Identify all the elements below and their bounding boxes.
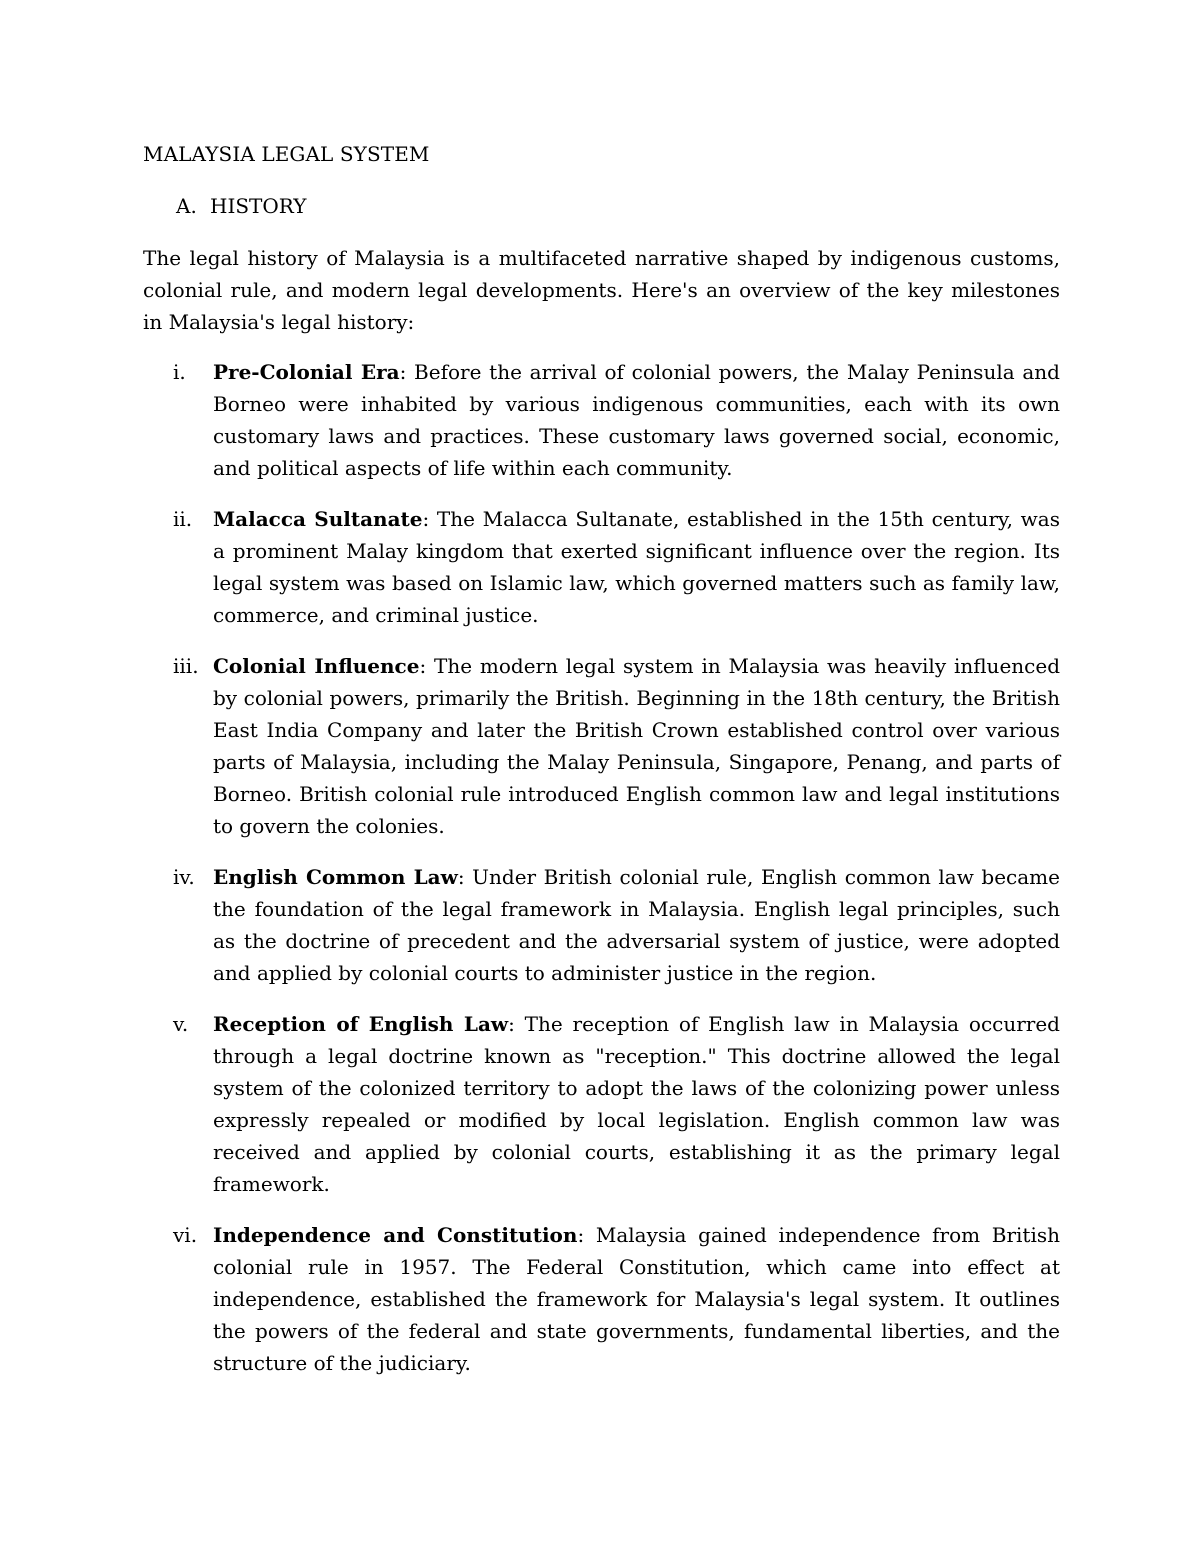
list-item-text <box>213 1008 1060 1200</box>
milestone-description: : The Malacca Sultanate, established in the 15th century, was a prominent Malay kingdom that exerted significant influence over the region. Its legal system was based on Islamic law, which governed matters such as family law, commerce, and criminal justice. <box>213 507 1060 627</box>
list-item <box>143 1219 1060 1379</box>
numeral-label: iv. <box>173 865 195 889</box>
milestone-term: Colonial Influence <box>213 654 420 678</box>
numeral-label: vi. <box>173 1223 198 1247</box>
milestone-description: : The reception of English law in Malaysia occurred through a legal doctrine known as "reception." This doctrine allowed the legal system of the colonized territory to adopt the laws of the colonizing power unless expressly repealed or modified by local legislation. English common law was received and applied by colonial courts, establishing it as the primary legal framework. <box>213 1012 1060 1196</box>
list-item-text <box>213 650 1060 842</box>
section-letter: A. <box>176 194 197 218</box>
milestone-term: Pre-Colonial Era <box>213 360 400 384</box>
numeral-label: i. <box>173 360 186 384</box>
milestone-description: : Before the arrival of colonial powers, the Malay Peninsula and Borneo were inhabited by various indigenous communities, each with its own customary laws and practices. These customary laws governed social, economic, and political aspects of life within each community. <box>213 360 1060 480</box>
numeral-label: v. <box>173 1012 189 1036</box>
document-title: MALAYSIA LEGAL SYSTEM <box>143 142 430 166</box>
milestone-term: Independence and Constitution <box>213 1223 578 1247</box>
milestone-description: : Malaysia gained independence from British colonial rule in 1957. The Federal Constitution, which came into effect at independence, established the framework for Malaysia's legal system. It outlines the powers of the federal and state governments, fundamental liberties, and the structure of the judiciary. <box>213 1223 1061 1375</box>
list-numeral <box>143 1008 213 1200</box>
list-item <box>143 861 1060 989</box>
list-item <box>143 503 1060 631</box>
numeral-label: ii. <box>173 507 193 531</box>
milestone-description: : The modern legal system in Malaysia was heavily influenced by colonial powers, primarily the British. Beginning in the 18th century, the British East India Company and later the British Crown established control over various parts of Malaysia, including the Malay Peninsula, Singapore, Penang, and parts of Borneo. British colonial rule introduced English common law and legal institutions to govern the colonies. <box>213 654 1060 838</box>
list-item <box>143 1008 1060 1200</box>
document-page <box>143 138 1060 1398</box>
milestone-term: Reception of English Law <box>213 1012 509 1036</box>
milestone-list <box>143 356 1060 1379</box>
milestone-term: English Common Law <box>213 865 458 889</box>
list-numeral <box>143 356 213 484</box>
list-numeral <box>143 503 213 631</box>
milestone-description: : Under British colonial rule, English common law became the foundation of the legal framework in Malaysia. English legal principles, such as the doctrine of precedent and the adversarial system of justice, were adopted and applied by colonial courts to administer justice in the region. <box>213 865 1060 985</box>
list-item <box>143 650 1060 842</box>
numeral-label: iii. <box>173 654 199 678</box>
list-item-text <box>213 503 1060 631</box>
list-item <box>143 356 1060 484</box>
list-numeral <box>143 650 213 842</box>
list-numeral <box>143 1219 213 1379</box>
section-heading <box>143 190 1060 222</box>
list-item-text <box>213 356 1060 484</box>
list-numeral <box>143 861 213 989</box>
milestone-term: Malacca Sultanate <box>213 507 423 531</box>
list-item-text <box>213 1219 1060 1379</box>
intro-paragraph: The legal history of Malaysia is a multifaceted narrative shaped by indigenous customs, colonial rule, and modern legal developments. Here's an overview of the key milestones in Malaysia's legal history: <box>143 246 1060 334</box>
section-heading-text: HISTORY <box>210 194 307 218</box>
list-item-text <box>213 861 1060 989</box>
